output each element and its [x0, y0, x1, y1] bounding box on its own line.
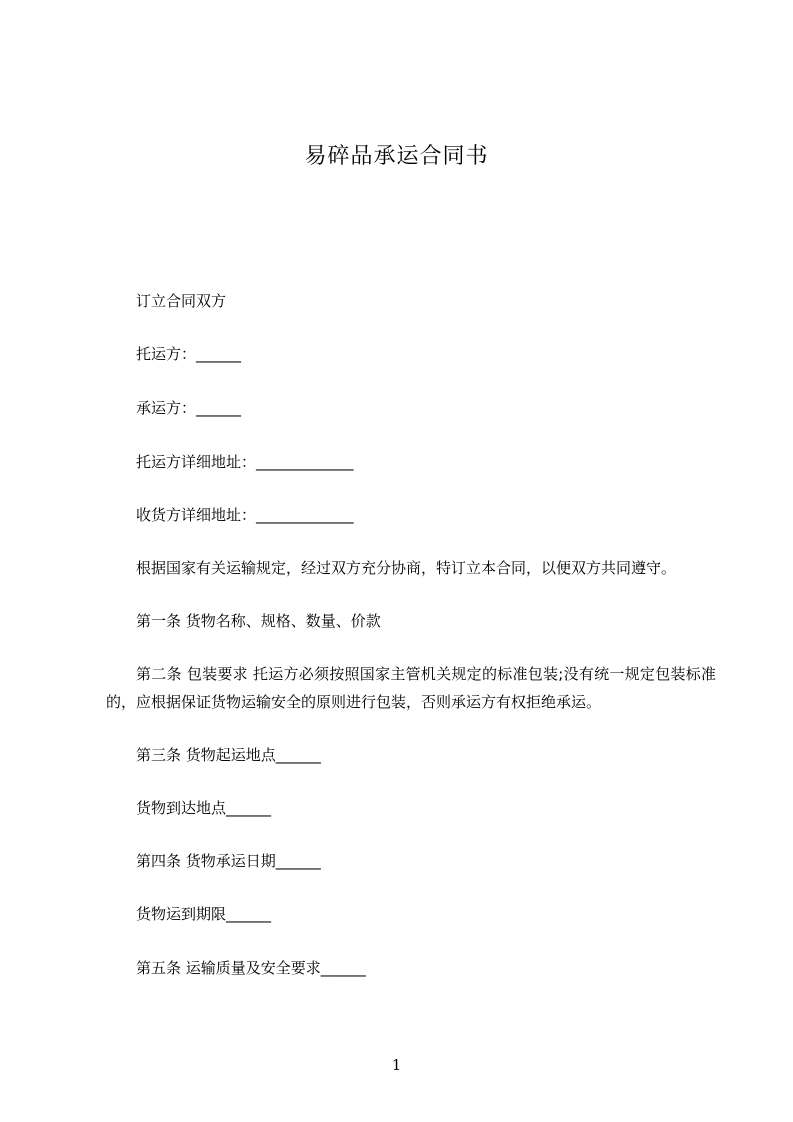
document-title: 易碎品承运合同书: [304, 144, 489, 169]
page-number: 1: [391, 1056, 402, 1074]
article-3-origin: 第三条 货物起运地点______: [136, 746, 321, 764]
article-3-destination: 货物到达地点______: [136, 799, 272, 817]
article-1: 第一条 货物名称、规格、数量、价款: [136, 612, 381, 630]
article-5: 第五条 运输质量及安全要求______: [136, 959, 366, 977]
parties-heading: 订立合同双方: [136, 292, 227, 310]
shipper-field: 托运方：______: [136, 345, 242, 363]
article-4-deadline: 货物运到期限______: [136, 905, 272, 923]
article-4-date: 第四条 货物承运日期______: [136, 852, 321, 870]
carrier-field: 承运方：______: [136, 399, 242, 417]
article-2-paragraph: 第二条 包装要求 托运方必须按照国家主管机关规定的标准包装;没有统一规定包装标准的，应根据保证货物运输安全的原则进行包装，否则承运方有权拒绝承运。: [106, 665, 717, 711]
shipper-address-field: 托运方详细地址：_____________: [136, 453, 354, 471]
preamble-paragraph: 根据国家有关运输规定，经过双方充分协商，特订立本合同，以便双方共同遵守。: [136, 559, 677, 577]
consignee-address-field: 收货方详细地址：_____________: [136, 506, 354, 524]
